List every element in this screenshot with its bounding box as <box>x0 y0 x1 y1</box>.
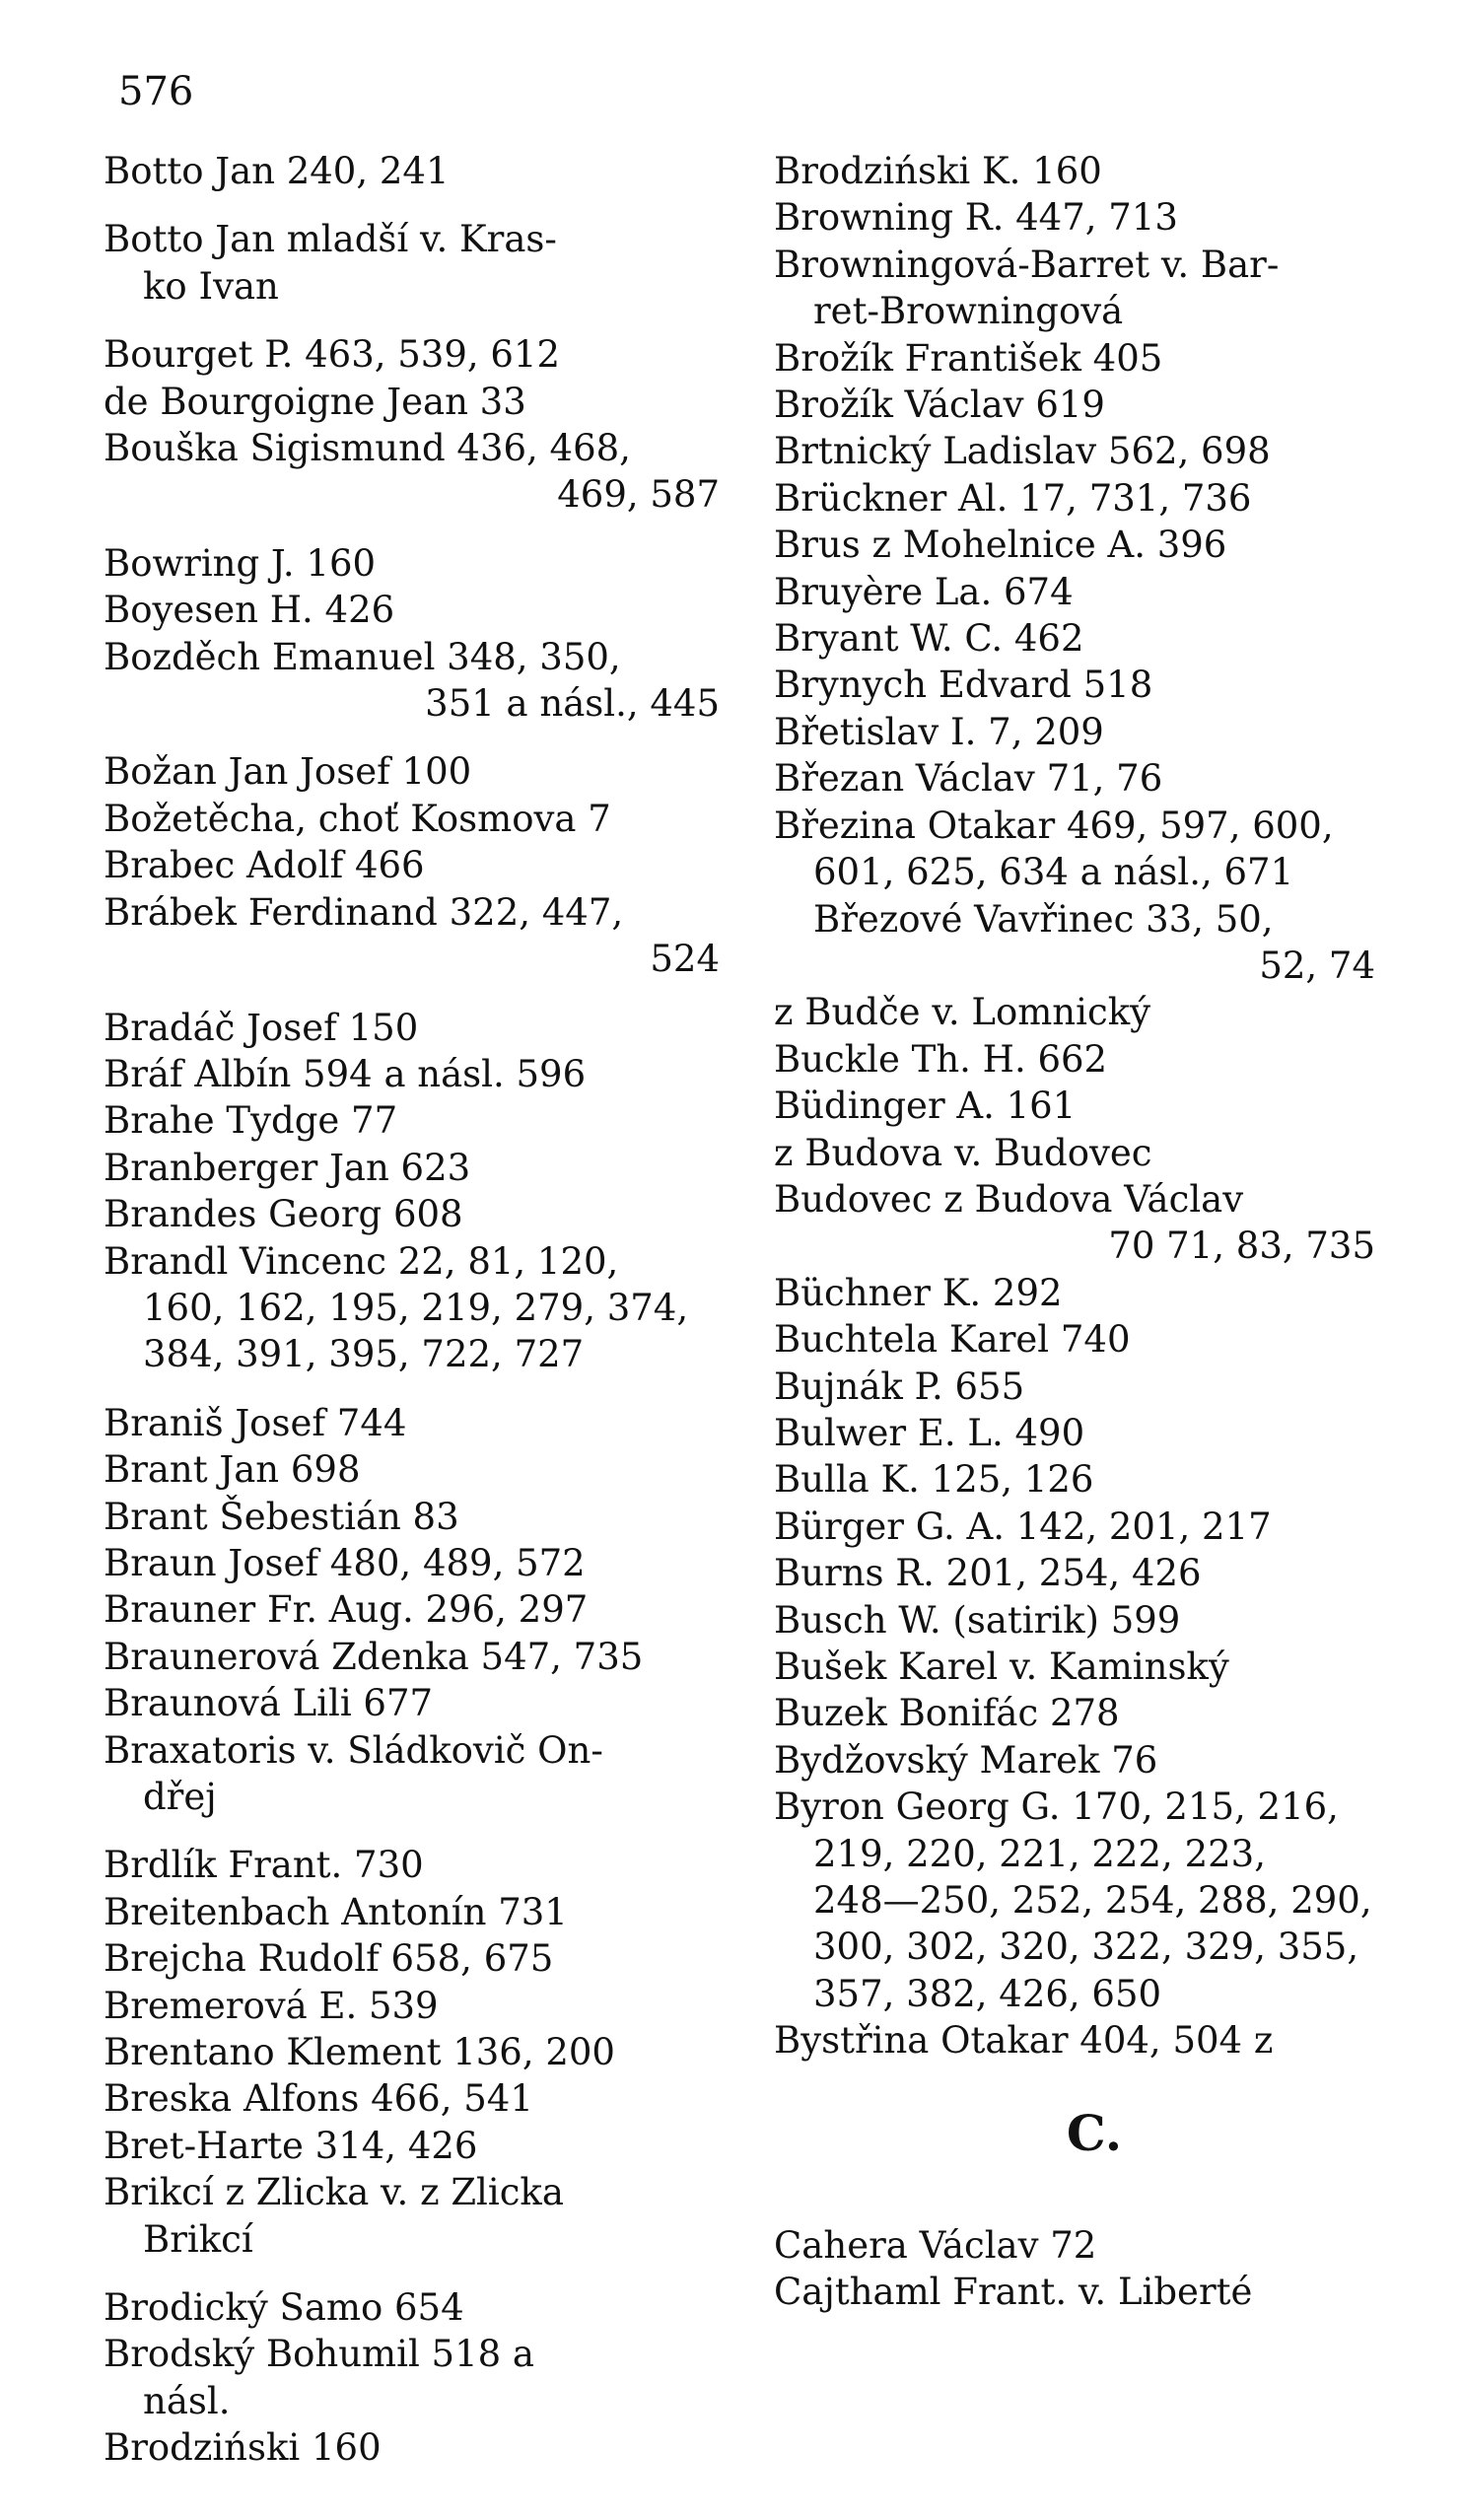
index-entry: Brodický Samo 654 <box>104 2286 464 2330</box>
index-entry: Brant Jan 698 <box>104 1448 361 1492</box>
index-entry: Buckle Th. H. 662 <box>774 1037 1108 1081</box>
index-entry: Brückner Al. 17, 731, 736 <box>774 476 1252 520</box>
index-entry: Botto Jan mladší v. Kras- ko Ivan <box>104 218 557 308</box>
index-entry: Brahe Tydge 77 <box>104 1099 398 1143</box>
index-entry: Buchtela Karel 740 <box>774 1318 1131 1362</box>
index-entry: Brožík František 405 <box>774 336 1163 380</box>
index-entry: Büchner K. 292 <box>774 1271 1063 1314</box>
index-entry: Bouška Sigismund 436, 468, 469, 587 <box>104 427 720 517</box>
index-entry: Brandl Vincenc 22, 81, 120, 160, 162, 195, 219, 279, 374, 384, 391, 395, 722, 727 <box>104 1239 689 1376</box>
index-entry: Brandes Georg 608 <box>104 1193 463 1236</box>
index-entry: Braxatoris v. Sládkovič On- dřej <box>104 1728 603 1818</box>
index-entry: z Budova v. Budovec <box>774 1131 1152 1174</box>
index-entry: Bozděch Emanuel 348, 350, 351 a násl., 445 <box>104 635 720 726</box>
index-entry: Botto Jan 240, 241 <box>104 150 450 192</box>
index-entry: Božan Jan Josef 100 <box>104 750 472 794</box>
index-entry: Braniš Josef 744 <box>104 1401 407 1444</box>
index-entry: Braunerová Zdenka 547, 735 <box>104 1635 644 1678</box>
index-entry: Bušek Karel v. Kaminský <box>774 1645 1229 1688</box>
index-entry: Cajthaml Frant. v. Liberté <box>774 2271 1253 2314</box>
index-entry: Busch W. (satirik) 599 <box>774 1598 1181 1642</box>
index-entry: Brdlík Frant. 730 <box>104 1844 424 1887</box>
index-entry: Branberger Jan 623 <box>104 1146 471 1189</box>
index-entry: Bremerová E. 539 <box>104 1984 439 2027</box>
index-entry: Brikcí z Zlicka v. z Zlicka Brikcí <box>104 2171 564 2261</box>
index-entry: Büdinger A. 161 <box>774 1085 1077 1128</box>
index-entry: Buzek Bonifác 278 <box>774 1692 1120 1735</box>
index-entry: Brejcha Rudolf 658, 675 <box>104 1937 554 1981</box>
index-entry: Bowring J. 160 <box>104 541 377 585</box>
index-entry: Browning R. 447, 713 <box>774 196 1178 240</box>
section-letter-heading: C. <box>1066 2103 1123 2162</box>
index-entry: Brabec Adolf 466 <box>104 844 425 887</box>
index-entry: Bruyère La. 674 <box>774 570 1074 613</box>
index-column-left <box>104 148 720 2472</box>
index-entry: Bráf Albín 594 a násl. 596 <box>104 1052 587 1095</box>
index-entry: Bujnák P. 655 <box>774 1365 1025 1408</box>
index-entry: Brábek Ferdinand 322, 447, 524 <box>104 890 720 981</box>
index-entry: Božetěcha, choť Kosmova 7 <box>104 797 611 840</box>
index-entry: Browningová-Barret v. Bar- ret-Browningová <box>774 243 1280 333</box>
index-entry: Braunová Lili 677 <box>104 1682 434 1725</box>
index-entry: Budovec z Budova Václav 70 71, 83, 735 <box>774 1177 1375 1268</box>
index-entry: de Bourgoigne Jean 33 <box>104 380 526 423</box>
index-entry: Brant Šebestián 83 <box>104 1495 459 1538</box>
index-entry: Brauner Fr. Aug. 296, 297 <box>104 1588 589 1632</box>
index-entry: Brus z Mohelnice A. 396 <box>774 524 1227 567</box>
index-entry: Brodziński 160 <box>104 2426 382 2470</box>
index-entry: Bydžovský Marek 76 <box>774 1738 1158 1782</box>
index-entry: Brodský Bohumil 518 a násl. <box>104 2333 534 2422</box>
index-entry: Brožík Václav 619 <box>774 384 1105 427</box>
index-entry: Brtnický Ladislav 562, 698 <box>774 430 1271 473</box>
index-entry: Březan Václav 71, 76 <box>774 757 1163 801</box>
index-entry: Bret-Harte 314, 426 <box>104 2124 478 2167</box>
index-entry: Bulwer E. L. 490 <box>774 1411 1085 1454</box>
index-entry: Burns R. 201, 254, 426 <box>774 1552 1202 1595</box>
index-entry: Bryant W. C. 462 <box>774 617 1084 661</box>
index-entry: Breska Alfons 466, 541 <box>104 2077 533 2121</box>
index-entry: Břetislav I. 7, 209 <box>774 710 1104 753</box>
index-column-right <box>774 148 1375 2315</box>
index-entry: Brynych Edvard 518 <box>774 664 1153 707</box>
index-entry: Boyesen H. 426 <box>104 589 395 632</box>
index-entry: Byron Georg G. 170, 215, 216, 219, 220, 221, 222, 223, 248—250, 252, 254, 288, 290, 300, 302, 320, 322, 329, 355, 357, 382, 426, 650 <box>774 1785 1372 2015</box>
index-entry: Brentano Klement 136, 200 <box>104 2031 615 2074</box>
index-entry: Březina Otakar 469, 597, 600, 601, 625, 634 a násl., 671 Březové Vavřinec 33, 50, 52, 74 <box>774 804 1375 987</box>
index-entry: Bradáč Josef 150 <box>104 1006 419 1049</box>
index-entry: Bystřina Otakar 404, 504 z <box>774 2019 1274 2063</box>
index-entry: Bürger G. A. 142, 201, 217 <box>774 1505 1272 1548</box>
index-entry: Braun Josef 480, 489, 572 <box>104 1541 586 1584</box>
index-entry: Bulla K. 125, 126 <box>774 1458 1094 1502</box>
index-entry: Brodziński K. 160 <box>774 150 1102 192</box>
index-entry: Breitenbach Antonín 731 <box>104 1890 568 1933</box>
page-number: 576 <box>118 69 194 114</box>
index-entry: Bourget P. 463, 539, 612 <box>104 333 561 377</box>
index-entry: Cahera Václav 72 <box>774 2223 1097 2267</box>
index-entry: z Budče v. Lomnický <box>774 991 1151 1034</box>
